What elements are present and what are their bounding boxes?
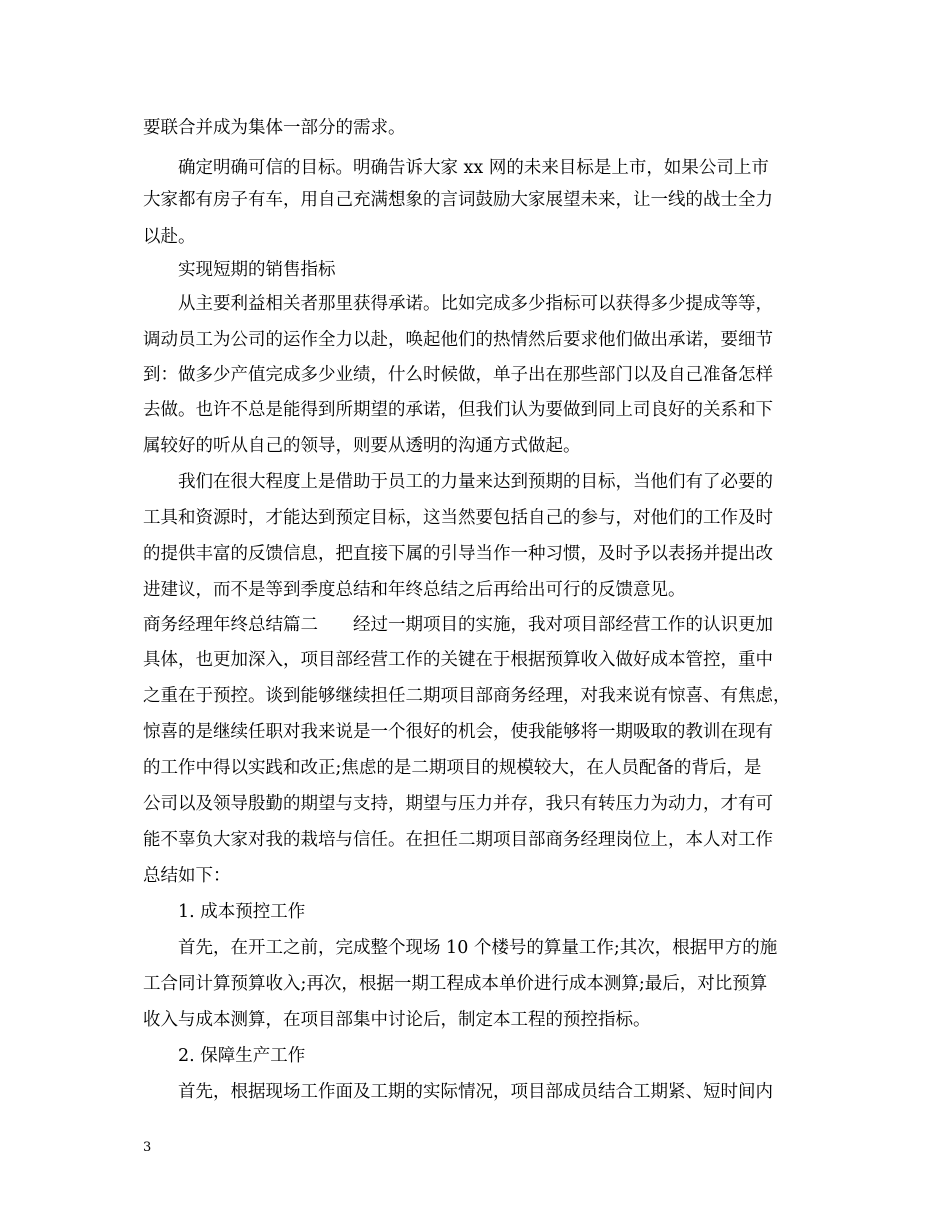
text-line: 到：做多少产值完成多少业绩，什么时候做，单子出在那些部门以及自己准备怎样	[143, 365, 773, 385]
section-heading: 实现短期的销售指标	[178, 260, 336, 280]
text-line: 的提供丰富的反馈信息，把直接下属的引导当作一种习惯，及时予以表扬并提出改	[143, 544, 773, 564]
numbered-heading: 2. 保障生产工作	[178, 1046, 306, 1066]
text-line: 公司以及领导殷勤的期望与支持，期望与压力并存，我只有转压力为动力，才有可	[143, 794, 773, 814]
page-number: 3	[143, 1140, 152, 1155]
text-line: 去做。也许不总是能得到所期望的承诺，但我们认为要做到同上司良好的关系和下	[143, 400, 773, 420]
text-line: 能不辜负大家对我的栽培与信任。在担任二期项目部商务经理岗位上，本人对工作	[143, 830, 773, 850]
text-line: 属较好的听从自己的领导，则要从透明的沟通方式做起。	[143, 436, 581, 456]
text-line: 收入与成本测算，在项目部集中讨论后，制定本工程的预控指标。	[143, 1010, 651, 1030]
text-line: 总结如下：	[143, 866, 231, 886]
text-line: 首先，在开工之前，完成整个现场 10 个楼号的算量工作;其次，根据甲方的施	[178, 938, 778, 958]
text-line: 调动员工为公司的运作全力以赴，唤起他们的热情然后要求他们做出承诺，要细节	[143, 330, 773, 350]
text-line: 具体，也更加深入，项目部经营工作的关键在于根据预算收入做好成本管控，重中	[143, 650, 773, 670]
text-line: 的工作中得以实践和改正;焦虑的是二期项目的规模较大，在人员配备的背后，是	[143, 758, 762, 778]
text-line: 之重在于预控。谈到能够继续担任二期项目部商务经理，对我来说有惊喜、有焦虑，	[143, 686, 791, 706]
text-line: 惊喜的是继续任职对我来说是一个很好的机会，使我能够将一期吸取的教训在现有	[143, 722, 773, 742]
text-line: 从主要利益相关者那里获得承诺。比如完成多少指标可以获得多少提成等等，	[178, 294, 773, 314]
text-line: 要联合并成为集体一部分的需求。	[143, 118, 406, 138]
text-line: 确定明确可信的目标。明确告诉大家 xx 网的未来目标是上市，如果公司上市	[178, 158, 769, 178]
text-line: 商务经理年终总结篇二 经过一期项目的实施，我对项目部经营工作的认识更加	[143, 615, 773, 635]
text-line: 大家都有房子有车，用自己充满想象的言词鼓励大家展望未来，让一线的战士全力	[143, 190, 773, 210]
text-line: 工具和资源时，才能达到预定目标，这当然要包括自己的参与，对他们的工作及时	[143, 508, 773, 528]
text-line: 我们在很大程度上是借助于员工的力量来达到预期的目标，当他们有了必要的	[178, 472, 773, 492]
text-line: 进建议，而不是等到季度总结和年终总结之后再给出可行的反馈意见。	[143, 580, 686, 600]
text-line: 以赴。	[143, 227, 196, 247]
numbered-heading: 1. 成本预控工作	[178, 902, 306, 922]
text-line: 首先，根据现场工作面及工期的实际情况，项目部成员结合工期紧、短时间内	[178, 1082, 773, 1102]
text-line: 工合同计算预算收入;再次，根据一期工程成本单价进行成本测算;最后，对比预算	[143, 974, 768, 994]
